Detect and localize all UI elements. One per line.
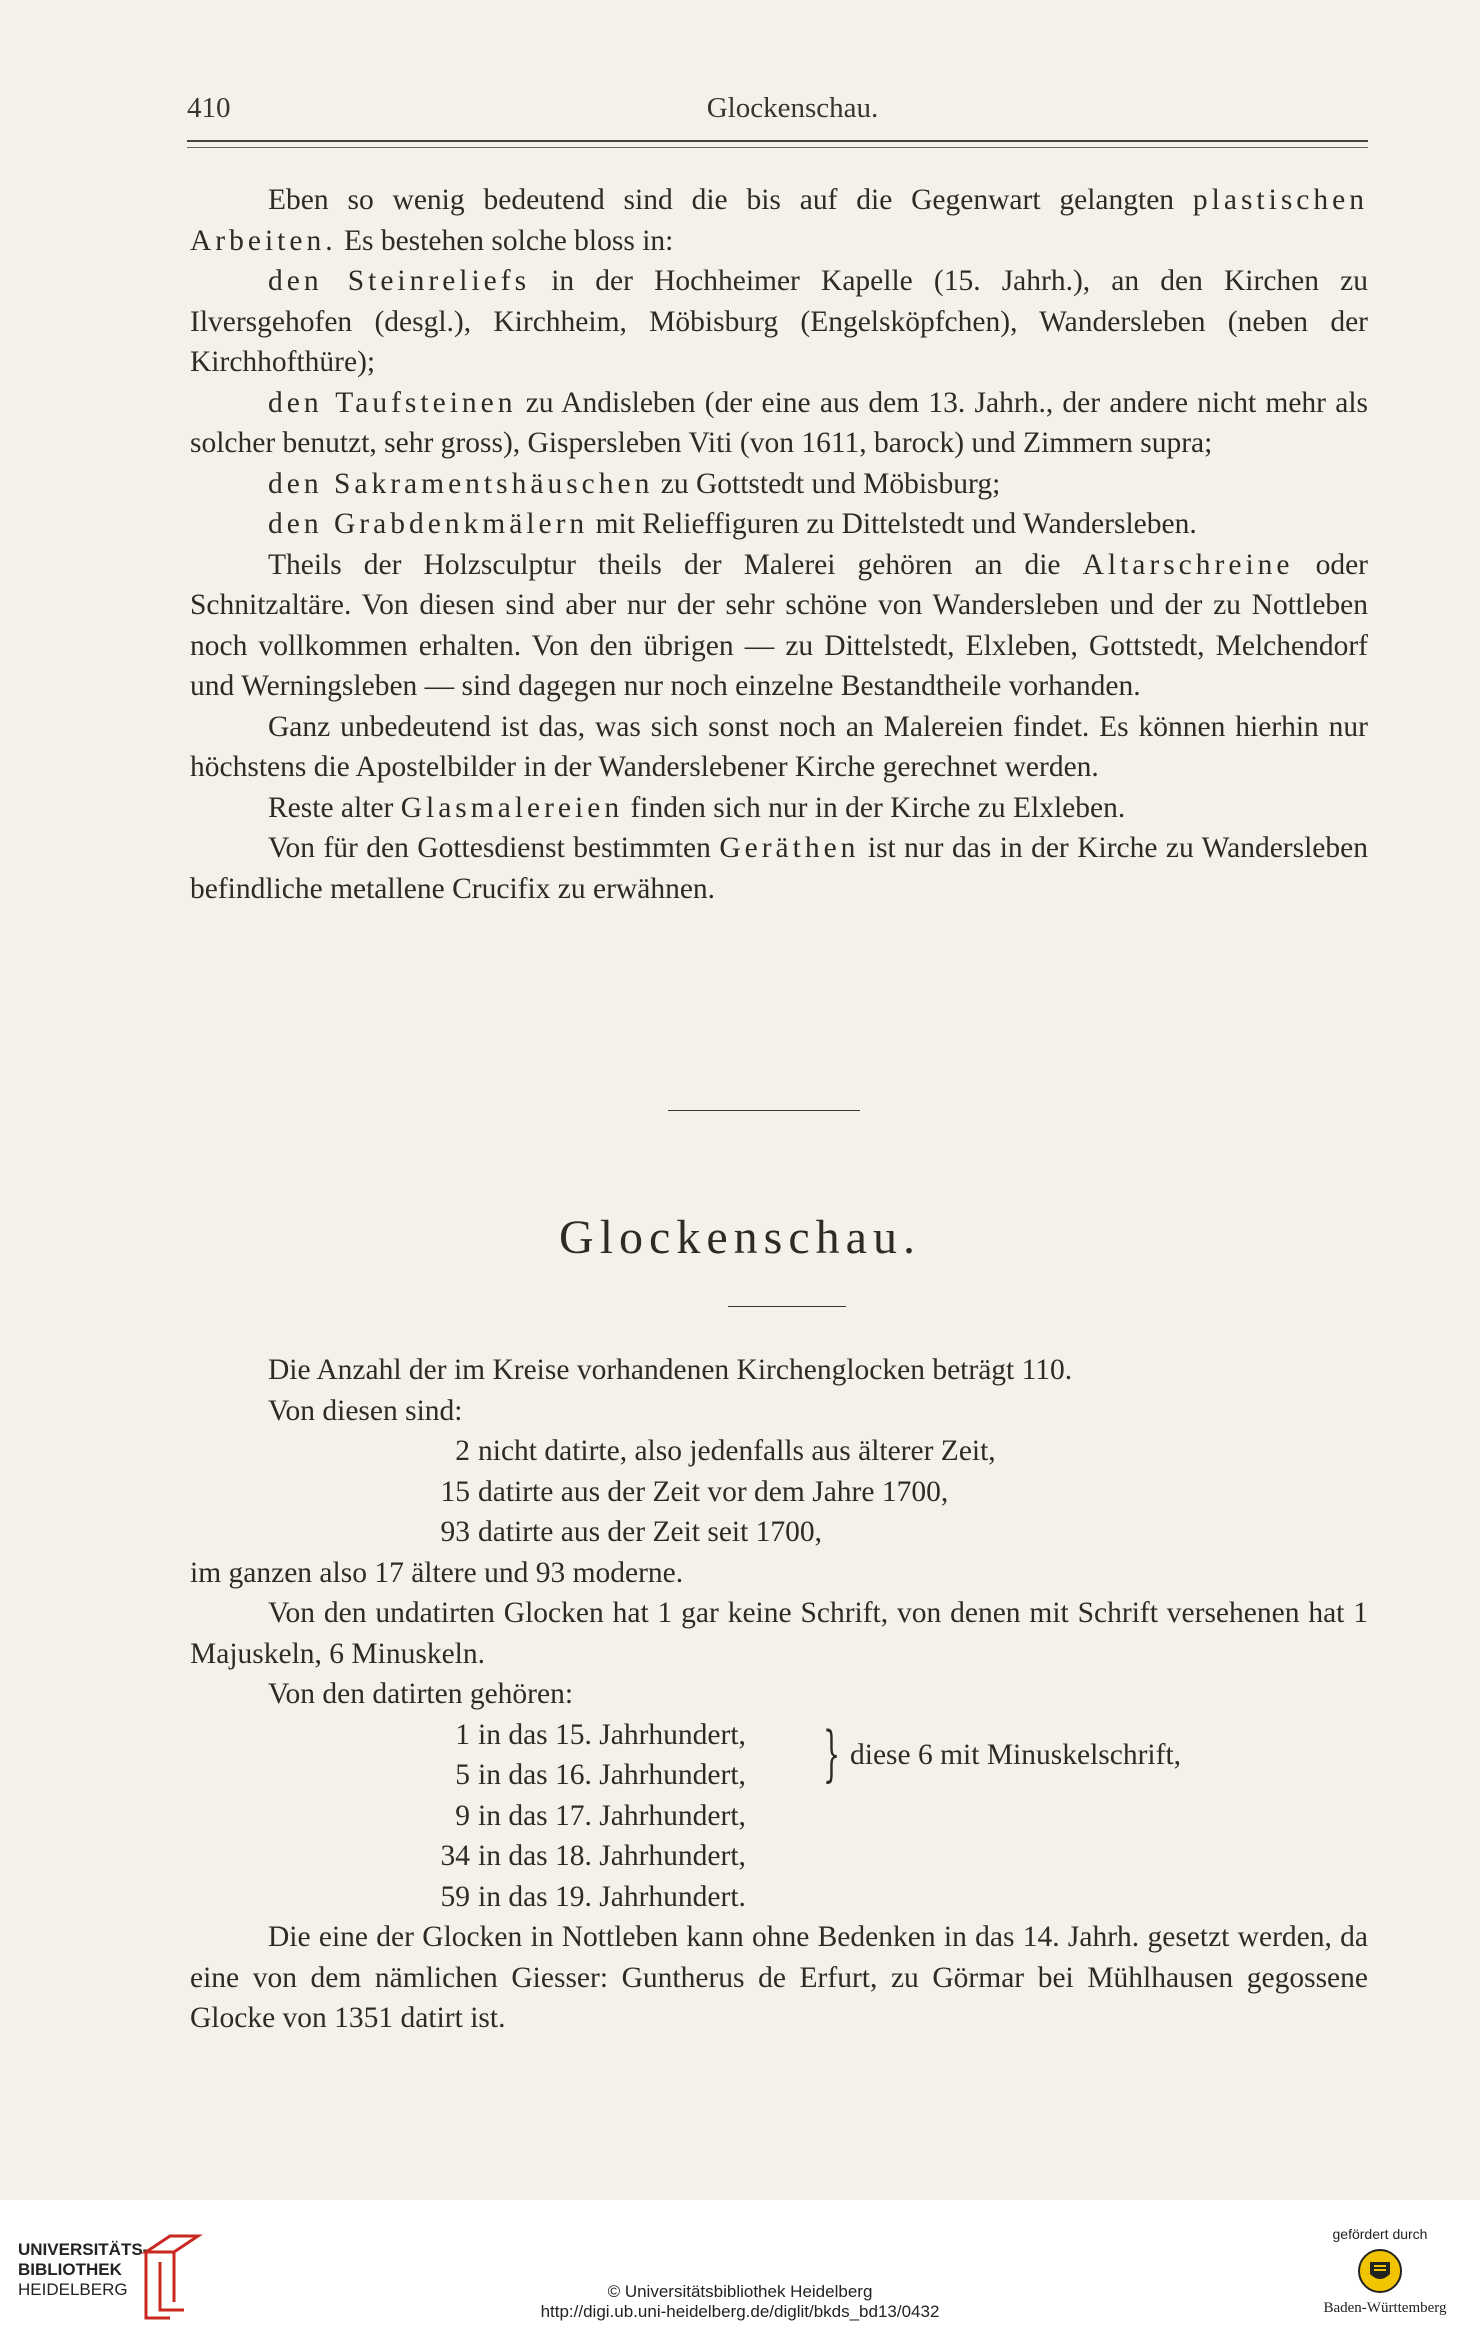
paragraph: den Steinreliefs in der Hochheimer Kapelle (15. Jahrh.), an den Kirchen zu Ilversgehofen (desgl.), Kirchheim, Möbisburg (Engelsköpfchen), Wandersleben (neben der Kirchhofthüre); [190,265,1368,378]
section-title: Glockenschau. [559,1211,921,1264]
list-item: 15 datirte aus der Zeit vor dem Jahre 1700, [440,1475,949,1508]
title-rule [728,1306,846,1307]
paragraph: Die Anzahl der im Kreise vorhandenen Kirchenglocken beträgt 110. [268,1354,1073,1386]
section-divider [668,1110,860,1111]
paragraph: Von für den Gottesdienst bestimmten Geräthen ist nur das in der Kirche zu Wandersleben befindliche metallene Crucifix zu erwähnen. [190,832,1368,905]
library-logo-text[interactable]: UNIVERSITÄTS- BIBLIOTHEK HEIDELBERG [18,2240,149,2299]
list-item: 5 in das 16. Jahrhundert, [455,1758,746,1791]
paragraph: Ganz unbedeutend ist das, was sich sonst noch an Malereien findet. Es können hierhin nur höchstens die Apostelbilder in der Wanderslebener Kirche gerechnet werden. [190,710,1368,783]
century-bracket-group [190,1715,1368,1796]
list-item: 34 in das 18. Jahrhundert, [440,1840,746,1872]
page-header [187,92,1368,132]
paragraph: den Grabdenkmälern mit Relieffiguren zu Dittelstedt und Wandersleben. [268,508,1197,540]
paragraph: Von diesen sind: [268,1394,463,1427]
list-item: 9 in das 17. Jahrhundert, [455,1799,746,1832]
brace-glyph: } [823,1718,841,1789]
running-head: Glockenschau. [706,92,879,124]
section-bells [190,1350,1368,2039]
brace-note: diese 6 mit Minuskelschrift, [850,1738,1182,1771]
section-sculpture [190,180,1368,909]
paragraph: Reste alter Glasmalereien finden sich nur in der Kirche zu Elxleben. [268,791,1126,824]
paragraph: Die eine der Glocken in Nottleben kann ohne Bedenken in das 14. Jahrh. gesetzt werden, da eine von dem nämlichen Giesser: Guntherus de Erfurt, zu Görmar bei Mühlhausen gegossene Glocke von 1351 datirt ist. [190,1921,1368,2034]
list-item: 1 in das 15. Jahrhundert, [455,1718,746,1751]
paragraph: den Taufsteinen zu Andisleben (der eine aus dem 13. Jahrh., der andere nicht mehr als solcher benutzt, sehr gross), Gispersleben Viti (von 1611, barock) und Zimmern supra; [190,386,1368,459]
paragraph: den Sakramentshäuschen zu Gottstedt und Möbisburg; [268,467,1001,500]
source-url-link[interactable]: http://digi.ub.uni-heidelberg.de/diglit/bkds_bd13/0432 [540,2302,940,2321]
page-number: 410 [187,92,231,124]
paragraph: Theils der Holzsculptur theils der Malerei gehören an die Altarschreine oder Schnitzaltäre. Von diesen sind aber nur der sehr schöne von Wandersleben und der zu Nottleben noch vollkommen erhalten. Von den übrigen — zu Dittelstedt, Elxleben, Gottstedt, Melchendorf und Werningsleben — sind dagegen nur noch einzelne Bestandtheile vorhanden. [190,548,1368,702]
list-item: 59 in das 19. Jahrhundert. [440,1880,746,1913]
list-item: 93 datirte aus der Zeit seit 1700, [440,1516,823,1548]
paragraph: Eben so wenig bedeutend sind die bis auf die Gegenwart gelangten plastischen Arbeiten. Es bestehen solche bloss in: [190,184,1368,257]
paragraph: Von den undatirten Glocken hat 1 gar keine Schrift, von denen mit Schrift versehenen hat 1 Majuskeln, 6 Minuskeln. [190,1597,1368,1670]
list-item: 2 nicht datirte, also jedenfalls aus älterer Zeit, [455,1435,996,1467]
header-rule [187,140,1368,148]
sponsor-label: gefördert durch [1332,2226,1428,2242]
paragraph: Von den datirten gehören: [268,1678,574,1710]
paragraph: im ganzen also 17 ältere und 93 moderne. [190,1556,684,1589]
coat-of-arms-icon [1357,2248,1403,2294]
copyright-notice: © Universitätsbibliothek Heidelberg http://digi.ub.uni-heidelberg.de/diglit/bkds_bd13/0432 [0,2282,1480,2322]
sponsor-name: Baden-Württemberg [1323,2300,1447,2316]
